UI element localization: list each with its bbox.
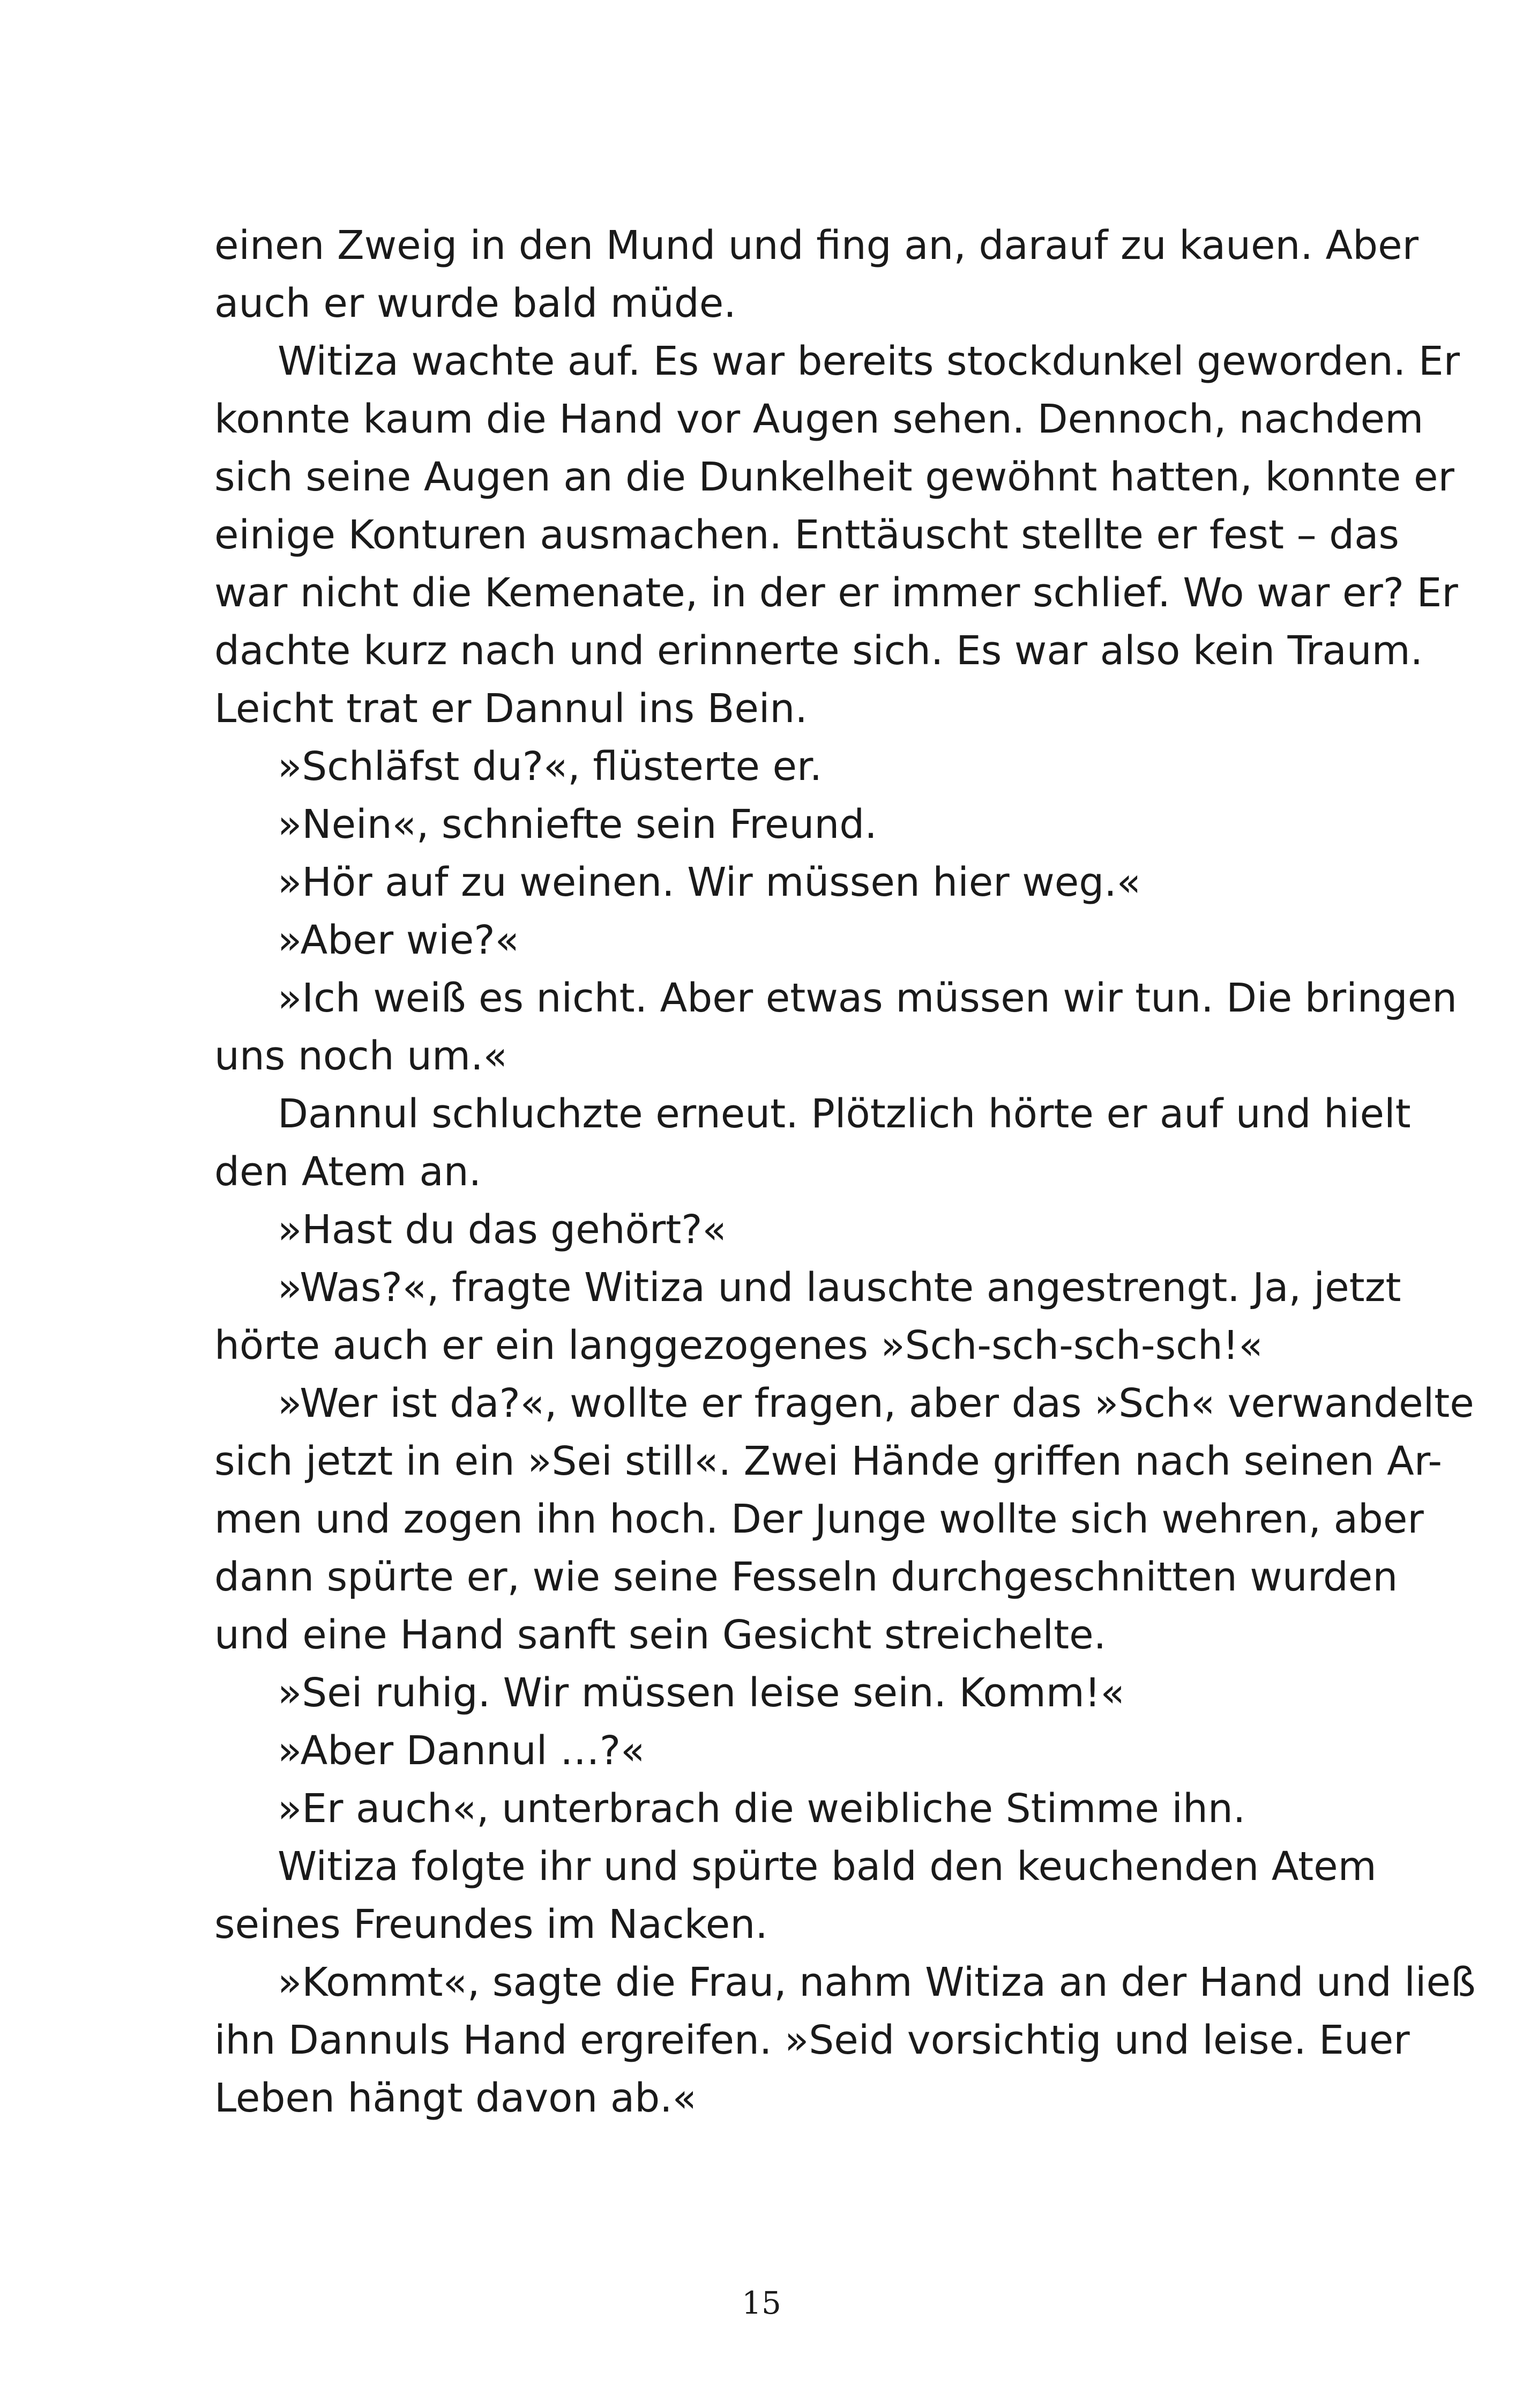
text-line: war nicht die Kemenate, in der er immer schlief. Wo war er? Er: [214, 570, 1458, 616]
text-line: hörte auch er ein langgezogenes »Sch-sch-sch-sch!«: [214, 1322, 1263, 1369]
text-line: konnte kaum die Hand vor Augen sehen. Dennoch, nachdem: [214, 396, 1424, 442]
text-line: men und zogen ihn hoch. Der Junge wollte sich wehren, aber: [214, 1496, 1424, 1542]
text-line: dachte kurz nach und erinnerte sich. Es war also kein Traum.: [214, 628, 1423, 674]
page-number: 15: [742, 2285, 781, 2321]
text-line: Dannul schluchzte erneut. Plötzlich hörte er auf und hielt: [278, 1091, 1411, 1137]
text-line: Witiza wachte auf. Es war bereits stockdunkel geworden. Er: [278, 338, 1460, 384]
text-line: und eine Hand sanft sein Gesicht streichelte.: [214, 1612, 1107, 1658]
text-line: Witiza folgte ihr und spürte bald den keuchenden Atem: [278, 1844, 1377, 1890]
text-line: »Was?«, fragte Witiza und lauschte angestrengt. Ja, jetzt: [278, 1265, 1401, 1311]
text-line: Leicht trat er Dannul ins Bein.: [214, 686, 808, 732]
text-line: sich jetzt in ein »Sei still«. Zwei Hände griffen nach seinen Ar-: [214, 1438, 1443, 1484]
text-line: uns noch um.«: [214, 1033, 507, 1079]
text-line: »Hast du das gehört?«: [278, 1207, 727, 1253]
text-line: einige Konturen ausmachen. Enttäuscht stellte er fest – das: [214, 512, 1399, 558]
text-line: »Aber Dannul …?«: [278, 1728, 645, 1774]
text-line: auch er wurde bald müde.: [214, 280, 736, 326]
text-line: ihn Dannuls Hand ergreifen. »Seid vorsichtig und leise. Euer: [214, 2017, 1410, 2063]
text-line: den Atem an.: [214, 1149, 482, 1195]
text-line: »Er auch«, unterbrach die weibliche Stimme ihn.: [278, 1786, 1246, 1832]
text-line: »Schläfst du?«, flüsterte er.: [278, 744, 823, 790]
text-line: sich seine Augen an die Dunkelheit gewöhnt hatten, konnte er: [214, 454, 1454, 500]
text-line: seines Freundes im Nacken.: [214, 1901, 768, 1948]
text-line: »Nein«, schniefte sein Freund.: [278, 801, 877, 848]
text-line: einen Zweig in den Mund und fing an, darauf zu kauen. Aber: [214, 222, 1419, 269]
text-line: »Ich weiß es nicht. Aber etwas müssen wir tun. Die bringen: [278, 975, 1457, 1021]
text-line: »Wer ist da?«, wollte er fragen, aber das »Sch« verwandelte: [278, 1380, 1474, 1426]
text-line: »Hör auf zu weinen. Wir müssen hier weg.«: [278, 859, 1141, 905]
body-text: [214, 217, 1476, 2127]
text-line: »Sei ruhig. Wir müssen leise sein. Komm!«: [278, 1670, 1125, 1716]
text-line: »Kommt«, sagte die Frau, nahm Witiza an der Hand und ließ: [278, 1959, 1476, 2005]
text-line: »Aber wie?«: [278, 917, 519, 963]
text-line: Leben hängt davon ab.«: [214, 2075, 697, 2121]
text-line: dann spürte er, wie seine Fesseln durchgeschnitten wurden: [214, 1554, 1398, 1600]
